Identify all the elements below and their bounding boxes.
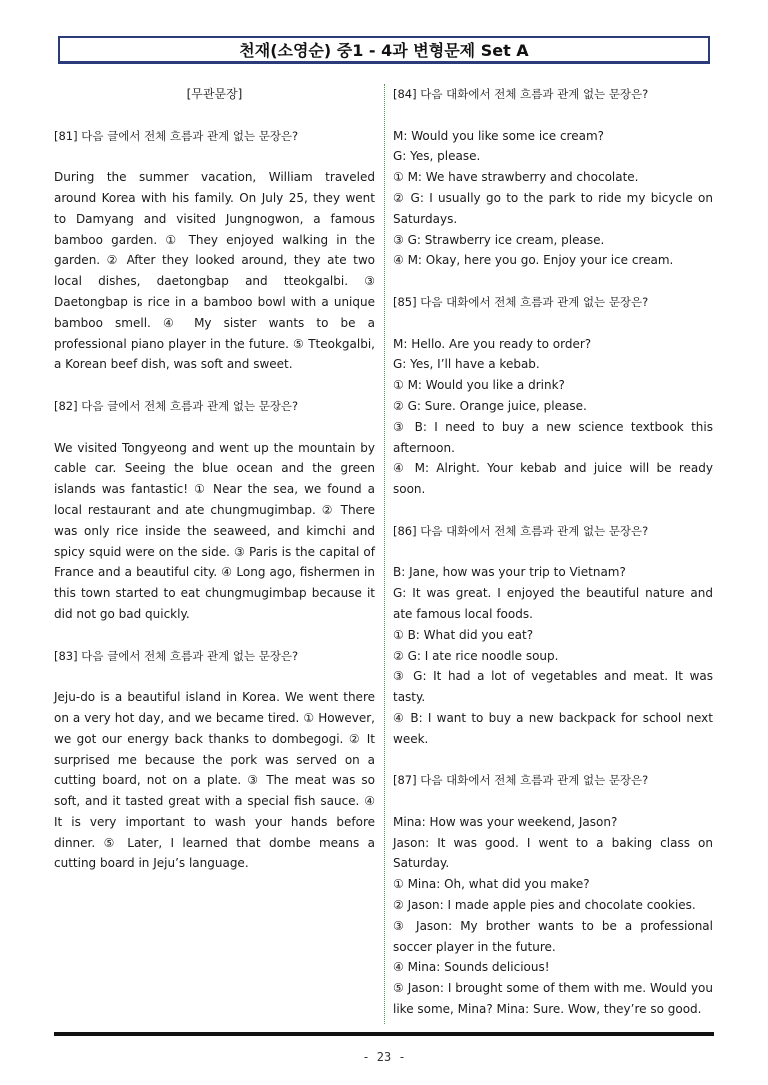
- section-label: [무관문장]: [186, 87, 243, 101]
- question-83-passage: Jeju-do is a beautiful island in Korea. We went there on a very hot day, and we became tired. ① However, we got our energy back thanks to dombegogi. ② It surprised me because the pork was served on a cutting board, not on a plate. ③ The meat was so soft, and it tasted great with a special fish sauce. ④ It is very important to wash your hands before dinner. ⑤ Later, I learned that dombe means a cutting board in Jeju’s language.: [54, 690, 375, 871]
- dialogue-line: ① Mina: Oh, what did you make?: [393, 877, 590, 892]
- question-82-prompt: [82] 다음 글에서 전체 흐름과 관계 없는 문장은?: [54, 398, 299, 413]
- question-83-prompt: [83] 다음 글에서 전체 흐름과 관계 없는 문장은?: [54, 648, 299, 663]
- dialogue-line: ① B: What did you eat?: [393, 627, 534, 642]
- question-81-passage: During the summer vacation, William traveled around Korea with his family. On July 25, they went to Damyang and visited Jungnogwon, a famous bamboo garden. ① They enjoyed walking in the garden. ② After they looked around, they ate two local dishes, daetongbap and tteokgalbi. ③ Daetongbap is rice in a bamboo bowl with a unique bamboo smell. ④ My sister wants to be a professional piano player in the future. ⑤ Tteokgalbi, a Korean beef dish, was soft and sweet.: [54, 170, 375, 372]
- dialogue-line: ④ Mina: Sounds delicious!: [393, 960, 550, 975]
- dialogue-line: ③ B: I need to buy a new science textbook this afternoon.: [393, 419, 713, 455]
- dialogue-line: ④ B: I want to buy a new backpack for school next week.: [393, 710, 713, 746]
- question-86-prompt: [86] 다음 대화에서 전체 흐름과 관계 없는 문장은?: [393, 523, 649, 538]
- dialogue-line: ③ G: It had a lot of vegetables and meat. It was tasty.: [393, 669, 713, 705]
- dialogue-line: Mina: How was your weekend, Jason?: [393, 814, 618, 829]
- dialogue-line: G: Yes, I’ll have a kebab.: [393, 357, 540, 372]
- dialogue-line: ④ M: Alright. Your kebab and juice will be ready soon.: [393, 461, 713, 497]
- left-column: [54, 84, 375, 874]
- dialogue-line: ⑤ Jason: I brought some of them with me. Would you like some, Mina? Mina: Sure. Wow, they’re so good.: [393, 981, 713, 1017]
- footer-rule: [54, 1032, 714, 1036]
- dialogue-line: G: It was great. I enjoyed the beautiful nature and ate famous local foods.: [393, 586, 713, 621]
- question-84-prompt: [84] 다음 대화에서 전체 흐름과 관계 없는 문장은?: [393, 87, 649, 101]
- question-87-prompt: [87] 다음 대화에서 전체 흐름과 관계 없는 문장은?: [393, 773, 649, 788]
- dialogue-line: ② G: Sure. Orange juice, please.: [393, 398, 587, 413]
- question-82-passage: We visited Tongyeong and went up the mountain by cable car. Seeing the blue ocean and the green islands was fantastic! ① Near the sea, we found a local restaurant and ate chungmugimbap. ② There was only rice inside the seaweed, and kimchi and spicy squid were on the side. ③ Paris is the capital of France and a beautiful city. ④ Long ago, fishermen in this town started to eat chungmugimbap because it did not go bad quickly.: [54, 440, 375, 621]
- dialogue-line: ③ Jason: My brother wants to be a professional soccer player in the future.: [393, 918, 713, 954]
- question-85-prompt: [85] 다음 대화에서 전체 흐름과 관계 없는 문장은?: [393, 294, 649, 309]
- dialogue-line: ② G: I ate rice noodle soup.: [393, 648, 559, 663]
- dialogue-line: B: Jane, how was your trip to Vietnam?: [393, 565, 626, 580]
- dialogue-line: ① M: Would you like a drink?: [393, 378, 565, 393]
- page-title: 천재(소영순) 중1 - 4과 변형문제 Set A: [58, 36, 710, 64]
- right-column: [393, 84, 713, 1020]
- dialogue-line: ④ M: Okay, here you go. Enjoy your ice cream.: [393, 253, 674, 268]
- dialogue-line: G: Yes, please.: [393, 149, 481, 164]
- dialogue-line: M: Would you like some ice cream?: [393, 128, 605, 143]
- dialogue-line: ① M: We have strawberry and chocolate.: [393, 170, 639, 185]
- dialogue-line: M: Hello. Are you ready to order?: [393, 336, 592, 351]
- dialogue-line: ③ G: Strawberry ice cream, please.: [393, 232, 605, 247]
- dialogue-line: ② Jason: I made apple pies and chocolate cookies.: [393, 898, 696, 913]
- page-number: - 23 -: [362, 1050, 406, 1064]
- column-divider: [384, 84, 385, 1024]
- dialogue-line: Jason: It was good. I went to a baking class on Saturday.: [393, 835, 713, 871]
- question-81-prompt: [81] 다음 글에서 전체 흐름과 관계 없는 문장은?: [54, 128, 299, 143]
- dialogue-line: ② G: I usually go to the park to ride my bicycle on Saturdays.: [393, 190, 713, 226]
